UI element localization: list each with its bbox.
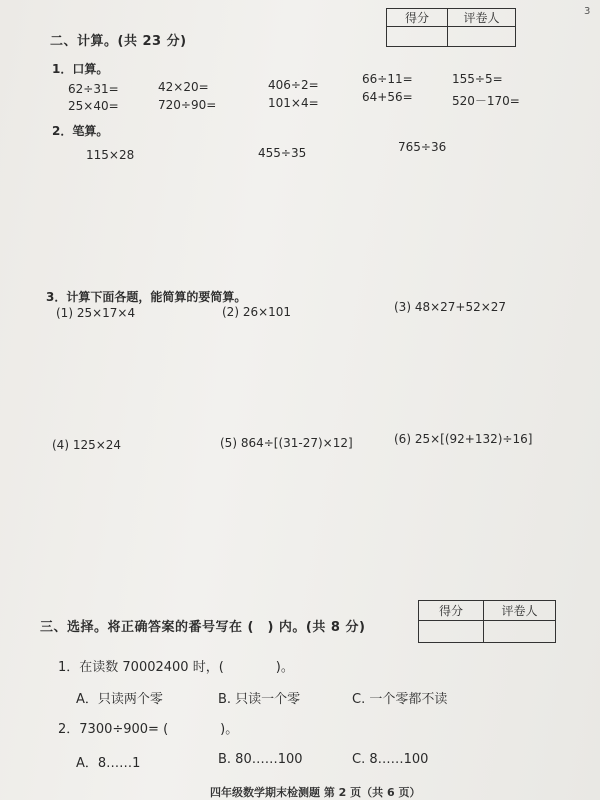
score-table-bottom [418, 600, 556, 643]
section2-title: 二、计算。(共 23 分) [50, 34, 187, 49]
choice-q1-option-a[interactable]: A．只读两个零 [76, 692, 163, 707]
choice-q2-stem: 2．7300÷900= ( )。 [58, 722, 239, 737]
score-table-top [386, 8, 516, 47]
q3-title: 3．计算下面各题，能简算的要简算。 [46, 290, 247, 304]
calc-item: (3) 48×27+52×27 [394, 300, 507, 314]
grader-cell[interactable] [484, 621, 556, 643]
grader-cell[interactable] [448, 27, 516, 47]
oral-item: 520－170= [452, 94, 520, 108]
q2-title: 2．笔算。 [52, 124, 109, 138]
oral-item: 62÷31= [68, 82, 119, 96]
choice-q2-option-b[interactable]: B. 80……100 [218, 752, 303, 767]
oral-item: 25×40= [68, 99, 119, 113]
oral-item: 155÷5= [452, 72, 503, 86]
calc-item: (6) 25×[(92+132)÷16] [394, 432, 533, 446]
calc-item: (4) 125×24 [52, 438, 122, 452]
calc-item: (2) 26×101 [222, 305, 292, 319]
choice-q1-option-c[interactable]: C. 一个零都不读 [352, 692, 448, 707]
written-calc-item: 765÷36 [398, 140, 447, 154]
oral-item: 406÷2= [268, 78, 319, 92]
page-number: 3 [584, 6, 591, 17]
oral-item: 42×20= [158, 80, 209, 94]
choice-q1-option-b[interactable]: B. 只读一个零 [218, 692, 301, 707]
oral-item: 101×4= [268, 96, 319, 110]
score-header: 得分 [387, 9, 448, 27]
score-header: 得分 [419, 601, 484, 621]
grader-header: 评卷人 [448, 9, 516, 27]
grader-header: 评卷人 [484, 601, 556, 621]
oral-item: 720÷90= [158, 98, 217, 112]
calc-item: (5) 864÷[(31-27)×12] [220, 436, 353, 450]
choice-q1-stem: 1．在读数 70002400 时，( )。 [58, 660, 294, 675]
oral-item: 64+56= [362, 90, 413, 104]
choice-q2-option-a[interactable]: A．8……1 [76, 756, 141, 771]
page-footer: 四年级数学期末检测题 第 2 页（共 6 页） [210, 786, 421, 799]
q1-title: 1．口算。 [52, 62, 109, 76]
score-cell[interactable] [419, 621, 484, 643]
written-calc-item: 455÷35 [258, 146, 307, 160]
written-calc-item: 115×28 [86, 148, 135, 162]
choice-q2-option-c[interactable]: C. 8……100 [352, 752, 429, 767]
oral-item: 66÷11= [362, 72, 413, 86]
score-cell[interactable] [387, 27, 448, 47]
calc-item: (1) 25×17×4 [56, 306, 136, 320]
section3-title: 三、选择。将正确答案的番号写在 ( ) 内。(共 8 分) [40, 620, 366, 635]
